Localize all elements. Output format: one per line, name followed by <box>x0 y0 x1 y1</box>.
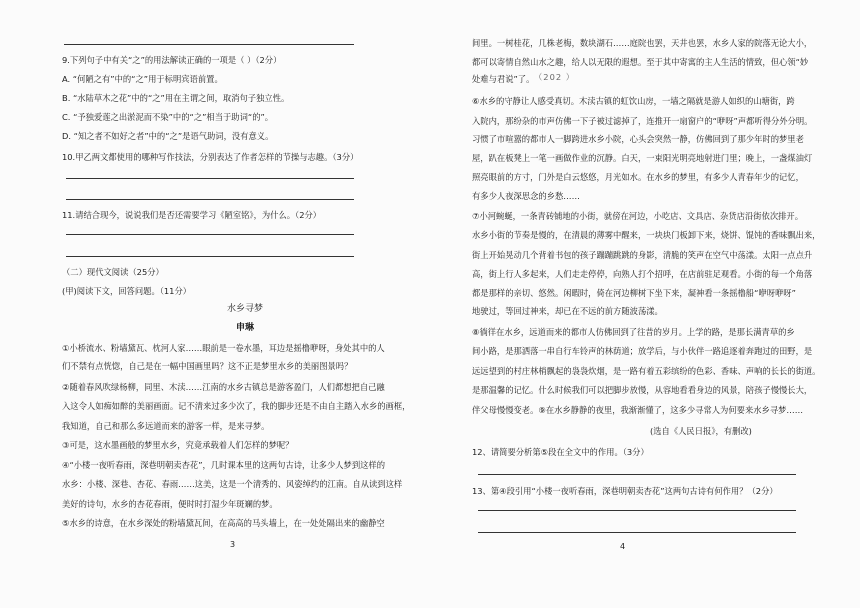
article-line: 处难与君说”了。 <box>472 74 535 84</box>
question-10: 10.甲乙两文都使用的哪种写作技法，分别表达了作者怎样的节操与志趣。（3分） <box>62 152 359 162</box>
right-page <box>472 0 821 608</box>
question-9-option-d: D. “知之者不如好之者”中的“之”是语气助词，没有意义。 <box>62 131 274 141</box>
answer-line <box>66 234 354 235</box>
answer-line <box>478 510 796 511</box>
question-9-option-c: C. “予独爱莲之出淤泥而不染”中的“之”相当于助词“的”。 <box>62 112 274 122</box>
article-line: 远远望到的村庄林梢飘起的袅袅炊烟，是一路有着五彩缤纷的色彩、香味、声响的长长的街道。 <box>472 366 821 376</box>
answer-line <box>66 199 354 200</box>
answer-line <box>478 474 796 475</box>
article-line: 是那温馨的记忆。什么时候我们可以把脚步放慢，从容地看看身边的风景，陪孩子慢慢长大， <box>472 385 813 395</box>
left-page <box>62 0 428 608</box>
article-line: 间小路，是那洒落一串自行车铃声的林荫道；放学后，与小伙伴一路追逐着奔跑过的田野，是 <box>472 346 813 356</box>
answer-line <box>64 44 354 45</box>
article-title: 水乡寻梦 <box>226 304 263 314</box>
article-line: 伴父母慢慢变老。⑨在水乡静静的夜里，我渐渐懂了，这多少寻常人为何要来水乡寻梦…… <box>472 405 804 415</box>
question-13: 13、第④段引用“小楼一夜听春雨，深巷明朝卖杏花”这两句古诗有何作用？（2分） <box>472 486 778 496</box>
page-number: 4 <box>620 542 626 551</box>
article-line: 街上开始晃动几个背着书包的孩子蹦蹦跳跳的身影，清脆的笑声在空气中荡漾。太阳一点点升 <box>472 250 813 260</box>
article-line: ③可是，这水墨画般的梦里水乡，究竟承载着人们怎样的梦呢？ <box>62 440 294 450</box>
article-line: 入这令人如痴如醉的美丽画面。记不清来过多少次了，我的脚步还是不由自主踏入水乡的画框， <box>62 401 411 411</box>
article-line: 美好的诗句，水乡的杏花春雨，便时时打湿少年斑斓的梦。 <box>62 499 278 509</box>
article-line: ④“小楼一夜听春雨，深巷明朝卖杏花”，几时课本里的这两句古诗，让多少人梦到这样的 <box>62 460 386 470</box>
question-9-stem: 9.下列句子中有关“之”的用法解读正确的一项是（ ）（2分） <box>62 55 282 65</box>
article-line: 我知道，自己和那么多远道而来的游客一样，是来寻梦。 <box>62 421 270 431</box>
stamp-mark: （202 ） <box>534 72 576 82</box>
section-heading: （二）现代文阅读（25分） <box>62 267 164 277</box>
article-line: ②随着春风吹绿杨柳，同里、木渎……江南的水乡古镇总是游客盈门，人们都想把自己融 <box>62 382 385 392</box>
article-line: 间里。一树桂花，几株老梅，数块湖石……庭院也罢，天井也罢，水乡人家的院落无论大小， <box>472 38 813 48</box>
article-line: 有多少人夜深思念的乡愁…… <box>472 191 580 201</box>
answer-line <box>66 178 354 179</box>
article-line: ⑧徜徉在水乡，远道而来的都市人仿佛回到了往昔的岁月。上学的路，是那长满青草的乡 <box>472 327 795 337</box>
article-line: 都可以寄情自然山水之趣，给人以无限的遐想。至于其中寄寓的主人生活的情致，但心领“妙 <box>472 57 809 67</box>
question-9-option-a: A. “何陋之有”中的“之”用于标明宾语前置。 <box>62 74 223 84</box>
article-line: 高，街上行人多起来，人们走走停停，向熟人打个招呼，在店前驻足观看。小街的每一个角落 <box>472 269 813 279</box>
answer-line <box>66 256 354 257</box>
article-line: 入院内，那纷杂的市声仿佛一下子被过滤掉了，连推开一扇窗户的“咿呀”声都听得分外分明。 <box>472 116 813 126</box>
answer-line <box>478 532 796 533</box>
article-source: (选自《人民日报》，有删改) <box>650 426 752 436</box>
article-line: ⑥水乡的守静让人感受真切。木渎古镇的虹饮山房，一墙之隔就是游人如织的山塘街，跨 <box>472 96 795 106</box>
article-line: 习惯了市喧嚣的都市人一脚跨进水乡小院，心头会突然一静，仿佛回到了那少年时的梦里老 <box>472 134 804 144</box>
subsection-heading: (甲)阅读下文，回答问题。（11分） <box>62 286 192 296</box>
article-line: ⑦小河蜿蜒，一条青砖铺地的小街，就傍在河边，小吃店、文具店、杂货店沿街依次排开。 <box>472 211 804 221</box>
article-line: 水乡小街的节奏是慢的，在清晨的薄雾中醒来，一块块门板卸下来，烧饼、馄饨的香味飘出来， <box>472 230 821 240</box>
article-line: 照亮眼前的方寸，门外是白云悠悠，月光如水。在水乡的梦里，有多少人青春年少的记忆， <box>472 172 804 182</box>
article-line: ⑤水乡的诗意，在水乡深处的粉墙黛瓦间，在高高的马头墙上，在一处处隔出来的幽静空 <box>62 518 385 528</box>
article-line: 们不禁有点恍惚，自己是在一幅中国画里吗？这不正是梦里水乡的美丽图景吗？ <box>62 361 353 371</box>
article-line: 屋，趴在板凳上一笔一画做作业的沉静。白天，一束阳光明亮地射进门里；晚上，一盏煤油灯 <box>472 153 813 163</box>
question-11: 11.请结合现今，说说我们是否还需要学习《陋室铭》，为什么。（2分） <box>62 210 322 220</box>
question-12: 12、请简要分析第⑤段在全文中的作用。（3分） <box>472 447 649 457</box>
article-line: ①小桥流水、粉墙黛瓦、枕河人家……眼前是一卷水墨，耳边是摇橹咿呀，身处其中的人 <box>62 343 385 353</box>
article-line: 水乡：小楼、深巷、杏花、春雨……这美，这是一个清秀的、风姿绰约的江南。自从读到这样 <box>62 479 403 489</box>
article-line: 地驶过，等回过神来，却已在不远的前方随波荡漾。 <box>472 306 663 316</box>
page-number: 3 <box>230 540 236 549</box>
article-author: 申琳 <box>235 323 254 333</box>
article-line: 都是那样的亲切、悠然。闲暇时，倚在河边柳树下坐下来，凝神看一条摇橹船“咿呀咿呀” <box>472 288 796 298</box>
question-9-option-b: B. “水陆草木之花”中的“之”用在主谓之间，取消句子独立性。 <box>62 93 290 103</box>
